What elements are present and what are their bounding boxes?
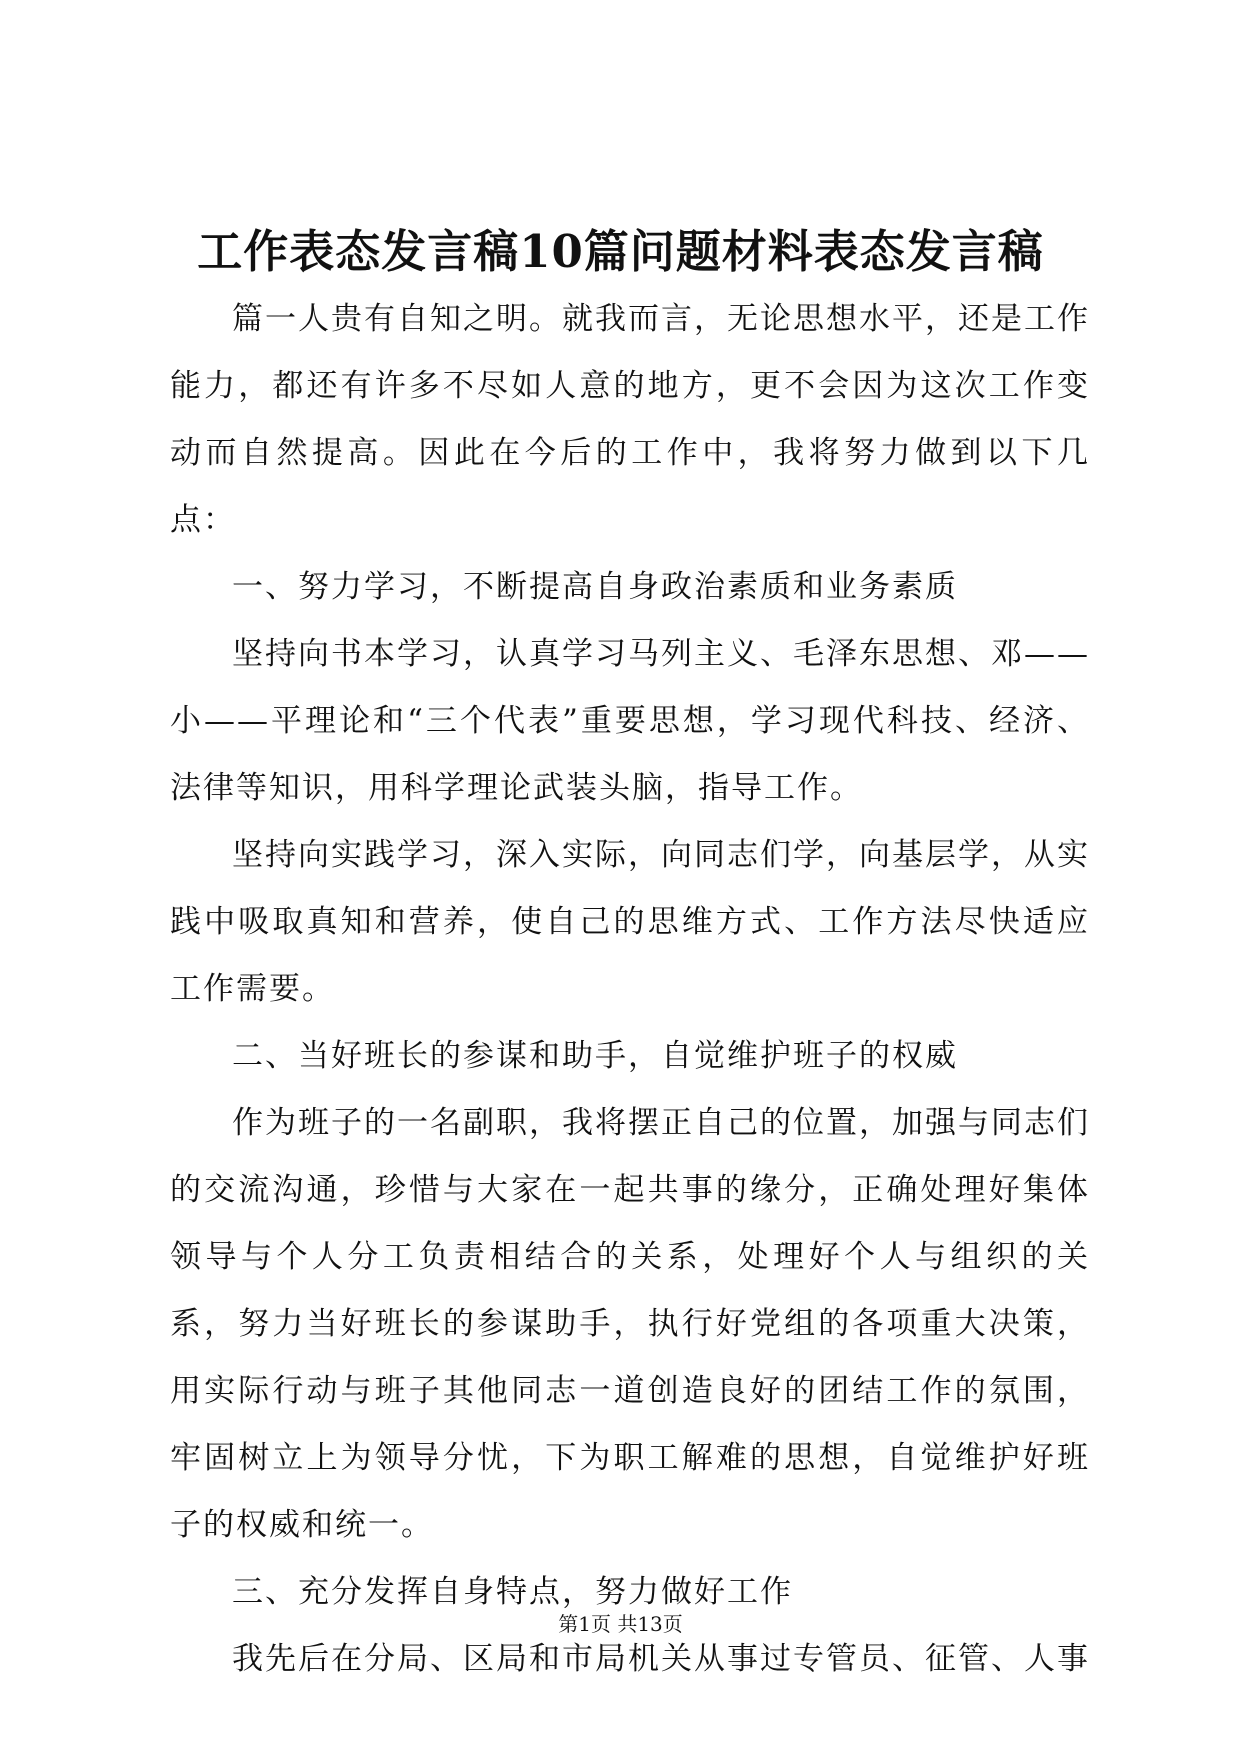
paragraph-intro: 篇一人贵有自知之明。就我而言，无论思想水平，还是工作能力，都还有许多不尽如人意的地方，更不会因为这次工作变动而自然提高。因此在今后的工作中，我将努力做到以下几点： [170,301,1090,538]
paragraph-study-practice: 坚持向实践学习，深入实际，向同志们学，向基层学，从实践中吸取真知和营养，使自己的思维方式、工作方法尽快适应工作需要。 [170,837,1090,1007]
section-heading-1: 一、努力学习，不断提高自身政治素质和业务素质 [232,569,958,605]
paragraph-deputy-role: 作为班子的一名副职，我将摆正自己的位置，加强与同志们的交流沟通，珍惜与大家在一起共事的缘分，正确处理好集体领导与个人分工负责相结合的关系，处理好个人与组织的关系，努力当好班长的参谋助手，执行好党组的各项重大决策，用实际行动与班子其他同志一道创造良好的团结工作的氛围，牢固树立上为领导分忧，下为职工解难的思想，自觉维护好班子的权威和统一。 [170,1105,1090,1543]
paragraph-experience: 我先后在分局、区局和市局机关从事过专管员、征管、人事 [232,1641,1090,1677]
document-body [170,286,1090,1693]
page-footer: 第1页 共13页 [558,1612,683,1636]
section-heading-3: 三、充分发挥自身特点，努力做好工作 [232,1574,793,1610]
section-heading-2: 二、当好班长的参谋和助手，自觉维护班子的权威 [232,1038,958,1074]
paragraph-study-books: 坚持向书本学习，认真学习马列主义、毛泽东思想、邓——小——平理论和“三个代表”重要思想，学习现代科技、经济、法律等知识，用科学理论武装头脑，指导工作。 [170,636,1090,806]
document-title: 工作表态发言稿10篇问题材料表态发言稿 [197,225,1044,278]
